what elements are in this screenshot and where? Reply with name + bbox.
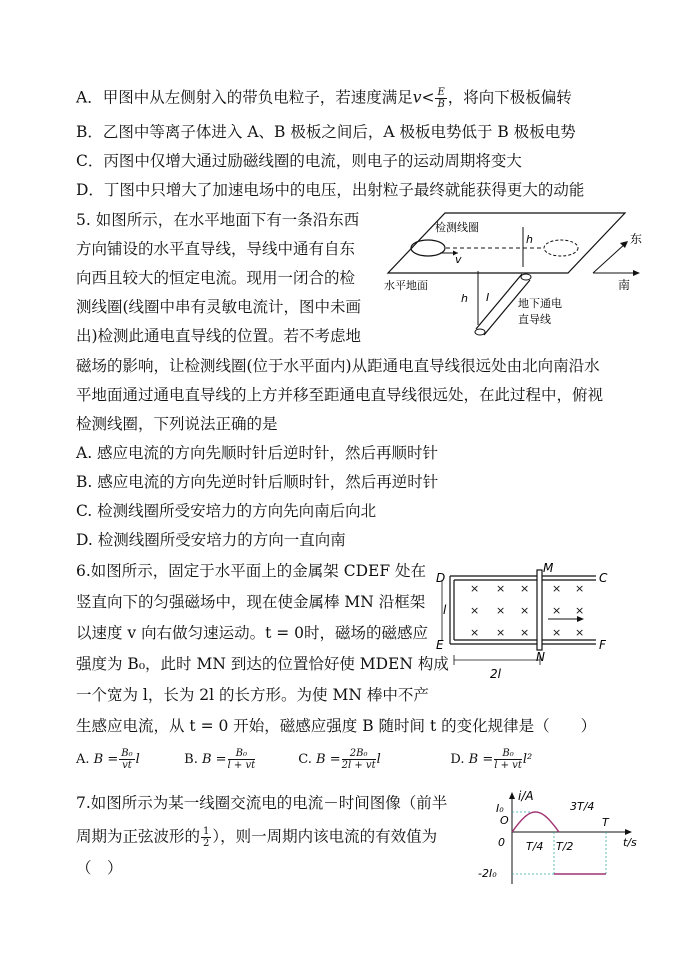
option-d-fraction [494,748,522,771]
field-cross: × [470,582,480,595]
half-den: 2 [203,838,210,849]
q7-line-3: （ ） [76,859,123,877]
q6-line-1: 6.如图所示，固定于水平面上的金属架 CDEF 处在 [76,562,427,580]
option-c-label: C. [298,752,312,767]
current-label: I [486,291,490,304]
detection-coil [411,240,445,256]
q4-option-a-text: A．甲图中从左侧射入的带负电粒子，若速度满足 [76,88,413,107]
option-b-num: B₀ [228,748,256,760]
field-cross: × [496,626,506,639]
point-f: F [599,638,606,652]
field-cross: × [470,604,480,617]
velocity-symbol: v [412,88,422,107]
south-arrowhead [633,270,640,276]
field-cross: × [552,604,562,617]
coil-ghost [544,240,578,256]
option-d-num: B₀ [494,748,522,760]
wire-label-2: 直导线 [518,313,551,326]
field-cross: × [520,604,530,617]
south-label: 南 [618,278,631,292]
q6-line-4: 强度为 B₀，此时 MN 到达的位置恰好使 MDEN 构成 [76,655,449,673]
field-cross: × [575,626,585,639]
less-than: < [421,88,435,107]
height-label-top: h [526,233,533,246]
q7-line-2 [76,826,437,849]
ground-label: 水平地面 [384,279,428,292]
point-e: E [436,638,444,652]
q4-option-a-tail: ，将向下极板偏转 [447,88,572,107]
field-cross: × [575,582,585,595]
height-label-bottom: h [461,292,468,305]
east-arrow [593,243,626,273]
x-tick-t-over-4: T/4 [526,840,544,853]
field-cross: × [575,604,585,617]
option-c-fraction [342,748,376,771]
option-d-lhs: B = [468,752,494,767]
option-c-tail: l [376,752,381,767]
ground-plane [388,213,625,273]
q5-option-a: A. 感应电流的方向先顺时针后逆时针，然后再顺时针 [76,444,439,462]
y-axis-label: i/A [518,789,534,803]
q6-option-c [298,748,446,772]
q6-line-2: 竖直向下的匀强磁场中，现在使金属棒 MN 沿框架 [76,593,426,611]
q6-line-5: 一个宽为 l，长为 2l 的长方形。为使 MN 棒中不产 [76,686,429,704]
option-b-fraction [228,748,256,771]
zero-label: 0 [498,836,505,849]
q5-line-1: 5. 如图所示，在水平地面下有一条沿东西 [76,211,360,229]
q6-option-d [450,748,532,772]
option-a-den: vt [122,760,132,771]
x-tick-t: T [602,816,609,829]
width-label: l [443,603,447,617]
q4-option-c: C．丙图中仅增大通过励磁线圈的电流，则电子的运动周期将变大 [76,152,522,170]
option-b-label: B. [184,752,198,767]
option-c-num: 2B₀ [342,748,376,760]
option-a-num: B₀ [121,748,133,759]
option-a-tail: l [135,752,140,767]
q7-line-2-post: ），则一周期内该电流的有效值为 [212,827,438,846]
q5-line-8: 检测线圈，下列说法正确的是 [76,415,278,433]
field-cross: × [552,626,562,639]
length-label: 2l [490,667,501,681]
point-n: N [536,650,545,664]
q4-option-a [76,87,572,110]
q5-line-6: 磁场的影响，让检测线圈(位于水平面内)从距通电直导线很远处由北向南沿水 [76,357,600,375]
x-tick-3t-over-4: 3T/4 [570,800,595,813]
q7-chart [476,788,646,888]
option-a-fraction [119,748,134,771]
q5-line-5: 出)检测此通电直导线的位置。若不考虑地 [76,327,362,345]
x-axis-arrowhead [625,829,632,835]
x-tick-t-over-2: T/2 [556,840,574,853]
half-fraction [201,826,211,849]
x-axis-label: t/s [623,836,637,849]
option-b-lhs: B = [201,752,227,767]
q6-line-6: 生感应电流，从 t = 0 开始，磁感应强度 B 随时间 t 的变化规律是（ ） [76,717,597,735]
metal-rod-mn [537,570,542,650]
option-a-label: A. [76,752,90,767]
y-axis-arrowhead [509,792,515,799]
q6-option-a [76,748,180,772]
q5-line-3: 向西且较大的恒定电流。现用一闭合的检 [76,269,356,287]
q5-line-4: 测线圈(线圈中串有灵敏电流计，图中未画 [76,298,362,316]
q7-line-1: 7.如图所示为某一线圈交流电的电流－时间图像（前半 [76,794,448,812]
option-d-den: l + vt [494,760,522,771]
field-cross: × [496,604,506,617]
fraction-numerator: E [437,87,445,98]
q5-option-b: B. 感应电流的方向先逆时针后顺时针，然后再逆时针 [76,473,439,491]
y-tick-neg2i0: -2I₀ [478,867,497,880]
q5-option-c: C. 检测线圈所受安培力的方向先向南后向北 [76,502,377,520]
q5-option-d: D. 检测线圈所受安培力的方向一直向南 [76,531,346,549]
option-c-den: 2l + vt [341,760,376,771]
point-c: C [599,571,608,585]
point-m: M [543,561,554,575]
field-cross: × [520,582,530,595]
option-a-lhs: B = [93,752,119,767]
sine-half-curve [512,812,559,832]
q5-figure [378,205,648,340]
field-cross: × [520,626,530,639]
q6-figure [430,560,630,685]
q5-line-2: 方向铺设的水平直导线，导线中通有自东 [76,240,356,258]
east-label: 东 [630,232,643,246]
origin-label: O [500,814,509,827]
q7-line-2-pre: 周期为正弦波形的 [76,827,201,846]
option-b-den: l + vt [227,760,256,771]
option-d-label: D. [450,752,465,767]
y-tick-i0: I₀ [496,802,504,815]
option-d-tail: l² [522,752,533,767]
fraction-denominator: B [437,99,445,110]
q6-option-b [184,748,294,772]
half-num: 1 [203,826,210,837]
e-over-b-fraction [435,87,446,110]
q4-option-d: D．丁图中只增大了加速电场中的电压，出射粒子最终就能获得更大的动能 [76,181,585,199]
point-d: D [436,571,446,585]
wire-label-1: 地下通电 [518,297,562,310]
field-cross: × [470,626,480,639]
option-c-lhs: B = [316,752,341,767]
q4-option-b: B．乙图中等离子体进入 A、B 极板之间后，A 极板电势低于 B 极板电势 [76,123,576,141]
field-cross: × [496,582,506,595]
coil-label: 检测线圈 [435,221,479,234]
q6-line-3: 以速度 v 向右做匀速运动。t = 0时，磁场的磁感应 [76,624,429,642]
velocity-label: v [455,253,462,266]
q5-line-7: 平地面通过通电直导线的上方并移至距通电直导线很远处，在此过程中，俯视 [76,386,604,404]
field-cross: × [552,582,562,595]
q6-options [76,748,532,772]
